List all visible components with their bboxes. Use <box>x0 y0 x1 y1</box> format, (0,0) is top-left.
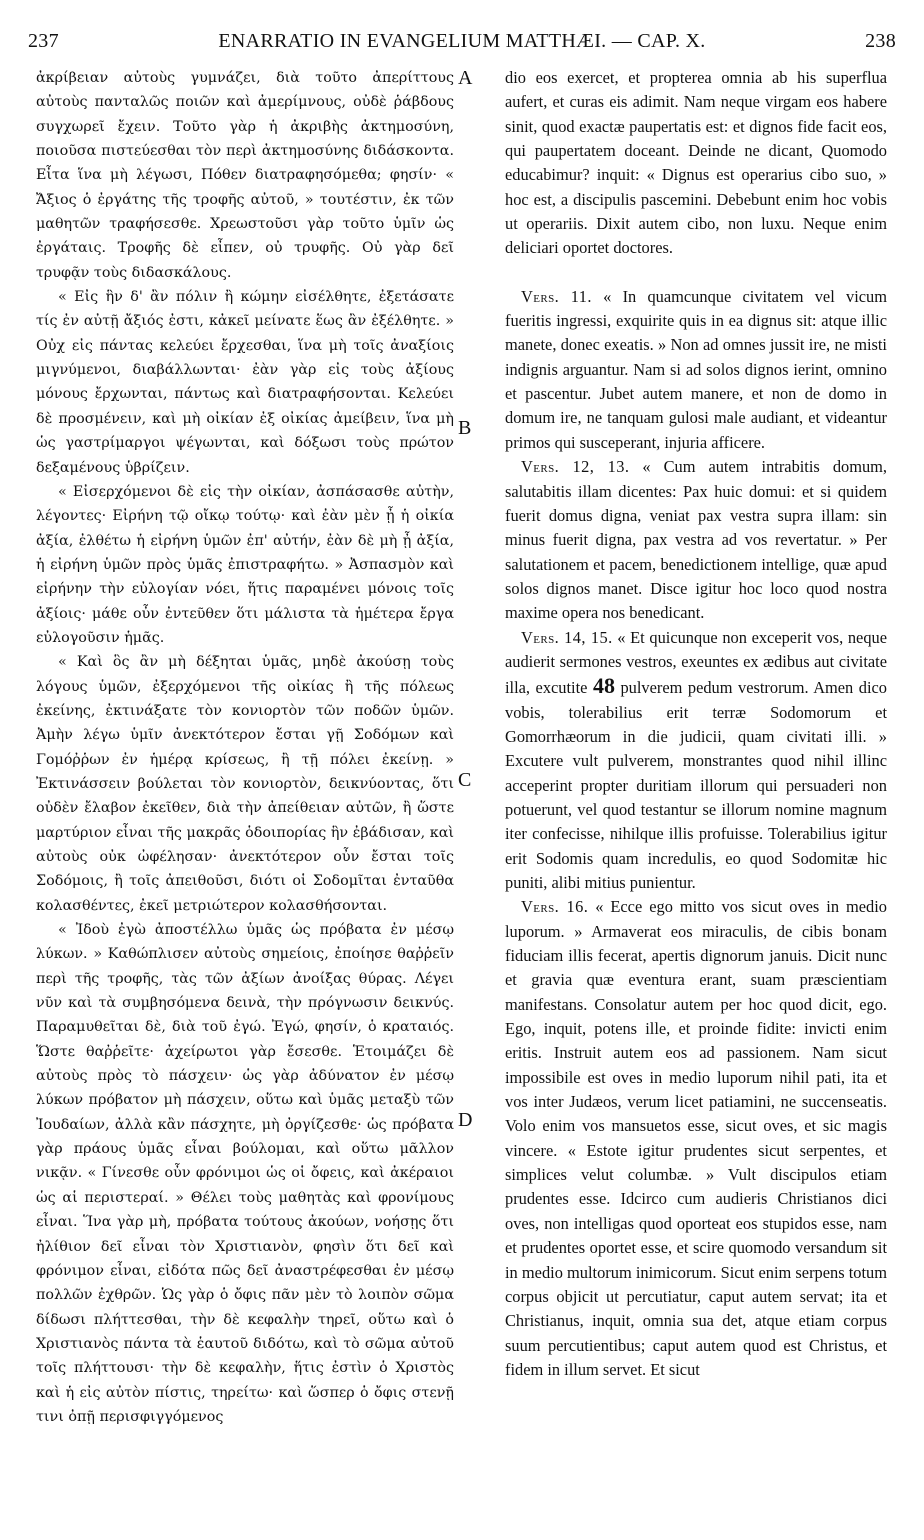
greek-paragraph: « Εἰς ἣν δ' ἂν πόλιν ἢ κώμην εἰσέλθητε, ἐξετάσατε τίς ἐν αὐτῇ ἄξιός ἐστι, κἀκεῖ μείνατε ἕως ἂν ἐξέλθητε. » Οὐχ εἰς πάντας κελεύει ἔρχεσθαι, ἵνα μὴ τοῖς ἀναξίοις μιγνύμενοι, διαβάλλωνται· ἐὰν γὰρ εἰς τοὺς ἀξίους μόνους ἔρχωνται, πάντως καὶ διατραφήσονται. Κελεύει δὲ προσμένειν, καὶ μὴ οἰκίαν ἐξ οἰκίας ἀμείβειν, ἵνα μὴ ὡς γαστρίμαργοι ψέγωνται, καὶ δόξωσι τοὺς πρώτον δεξαμένους ὑβρίζειν. <box>36 289 454 476</box>
margin-letter-d: D <box>458 1109 473 1131</box>
running-header <box>28 30 896 56</box>
verse-text: « In quamcunque civitatem vel vicum fueritis ingressi, exquirite quis in ea dignus sit: atque illic manete, donec exeatis. » Non ad omnes jussit ire, ne misti indignis arguantur. Nam si ad solos dignos ierint, omnino et pascentur. Jubet autem manere, et non de domo in domum ire, ne tanquam gulosi male audiant, et videantur primos qui susceperant, injuria afficere. <box>505 286 887 452</box>
page-number-left: 237 <box>28 30 59 52</box>
margin-letter-a: A <box>458 67 473 89</box>
verse-label: Vers. 11. <box>521 286 592 306</box>
verse-label: Vers. 14, 15. <box>521 627 613 647</box>
latin-verse-11 <box>505 285 887 455</box>
verse-text: « Cum autem intrabitis domum, salutabitis illam dicentes: Pax huic domui: et si quidem fuerit domus digna, veniat pax vestra supra illam: sin minus fuerit digna, pax vestra ad vos revertatur. » Per salutationem et pacem, benedictionem intellige, quæ apud solos dignos manet. Disce igitur hoc loco quod nostra maxime opera nos benedicant. <box>505 457 887 623</box>
greek-paragraph: « Ἰδοὺ ἐγὼ ἀποστέλλω ὑμᾶς ὡς πρόβατα ἐν μέσῳ λύκων. » Καθώπλισεν αὐτοὺς σημείοις, ἐποίησε θαῤῥεῖν περὶ τῆς τροφῆς, τὰς τῶν ἀξίων ἀνοίξας θύρας. Λέγει νῦν καὶ τὰ συμβησόμενα δεινὰ, τὴν πρόγνωσιν δεικνύς. Παραμυθεῖται δὲ, διὰ τοῦ ἐγώ. Ἐγώ, φησίν, ὁ κραταιός. Ὥστε θαῤῥεῖτε· ἀχείρωτοι γὰρ ἔσεσθε. Ἑτοιμάζει δὲ αὐτοὺς πρὸς τὸ πάσχειν· ὡς γὰρ ἀδύνατον ἐν μέσῳ λύκων πρόβατον μὴ πάσχειν, οὕτω καὶ ὑμᾶς μεταξὺ τῶν Ἰουδαίων, ἀλλὰ κἂν πάσχητε, μὴ ὀργίζεσθε· ὡς πρόβατα γὰρ πράους ὑμᾶς εἶναι βούλομαι, καὶ οὕτω μᾶλλον νικᾷν. « Γίνεσθε οὖν φρόνιμοι ὡς οἱ ὄφεις, καὶ ἀκέραιοι ὡς αἱ περιστεραί. » Θέλει τοὺς μαθητὰς καὶ φρονίμους εἶναι. Ἵνα γὰρ μὴ, πρόβατα τούτους ἀκούων, νοήσῃς ὅτι ἠλίθιον δεῖ εἶναι τὸν Χριστιανὸν, φησὶν ὅτι δεῖ καὶ φρόνιμον εἶναι, εἰδότα πῶς δεῖ ἀναστρέφεσθαι ἐν μέσῳ πολλῶν ἐχθρῶν. Ὡς γὰρ ὁ ὄφις πᾶν μὲν τὸ λοιπὸν σῶμα δίδωσι πλήττεσθαι, τὴν δὲ κεφαλὴν τηρεῖ, οὕτω καὶ ὁ Χριστιανὸς πάντα τὰ ἑαυτοῦ διδότω, καὶ τὸ σῶμα αὐτοῦ τοῖς πλήττουσι· τὴν δὲ κεφαλὴν, ἥτις ἐστὶν ὁ Χριστὸς καὶ ἡ εἰς αὐτὸν πίστις, τηρείτω· καὶ ὥσπερ ὁ ὄφις στενῇ τινι ὀπῇ περισφιγγόμενος <box>36 922 454 1425</box>
latin-verse-14 <box>505 626 887 896</box>
verse-label: Vers. 12, 13. <box>521 457 630 477</box>
margin-letter-b: B <box>458 417 472 439</box>
latin-column <box>505 66 887 1526</box>
margin-letter-c: C <box>458 769 472 791</box>
verse-text: « Et quicunque non exceperit vos, neque audierit sermones vestros, exeuntes ex ædibus aut civitate illa, excutite <box>505 627 887 698</box>
greek-paragraph: ἀκρίβειαν αὐτοὺς γυμνάζει, διὰ τοῦτο ἀπερίττους αὐτοὺς πανταλῶς ποιῶν καὶ ἀμερίμνους, οὐδὲ ῥάβδους συγχωρεῖ ἔχειν. Τοῦτο γὰρ ἡ ἀκριβὴς ἀκτημοσύνη, ποιοῦσα πιστεύεσθαι τὸν περὶ ἀκτημοσύνης διδάσκοντα. Εἶτα ἵνα μὴ λέγωσι, Πόθεν διατραφησόμεθα; φησίν· « Ἄξιος ὁ ἐργάτης τῆς τροφῆς αὐτοῦ, » τουτέστιν, ἐκ τῶν μαθητῶν τραφήσεσθε. Χρεωστοῦσι γὰρ τοῦτο ὑμῖν ὡς ἐργάταις. Τροφῆς δὲ εἶπεν, οὐ τρυφῆς. Οὐ γὰρ δεῖ τρυφᾷν τοὺς διδασκάλους. <box>36 70 454 281</box>
greek-paragraph: « Καὶ ὃς ἂν μὴ δέξηται ὑμᾶς, μηδὲ ἀκούσῃ τοὺς λόγους ὑμῶν, ἐξερχόμενοι τῆς οἰκίας ἢ τῆς πόλεως ἐκείνης, ἐκτινάξατε τὸν κονιορτὸν τῶν ποδῶν ὑμῶν. Ἀμὴν λέγω ὑμῖν ἀνεκτότερον ἔσται γῇ Σοδόμων καὶ Γομόῤῥων ἐν ἡμέρᾳ κρίσεως, ἢ τῇ πόλει ἐκείνῃ. » Ἐκτινάσσειν βούλεται τὸν κονιορτὸν, δεικνύοντας, ὅτι οὐδὲν ἔλαβον ἐκεῖθεν, διὰ τὴν ἀπείθειαν αὐτῶν, ἢ ὥστε μαρτύριον εἶναι τῆς μακρᾶς ὁδοιπορίας ἣν ἐβάδισαν, καὶ αὐτοὺς οὐκ ὠφέλησαν· ἀνεκτότερον οὖν ἔσται τοῖς Σοδόμοις, ἢ τοῖς ἀπειθοῦσι, διότι οἱ Σοδομῖται ἐνταῦθα κολασθέντες, ἐκεῖ μετριώτερον κολασθήσονται. <box>36 654 454 914</box>
running-title: ENARRATIO IN EVANGELIUM MATTHÆI. — CAP. X. <box>218 30 706 52</box>
latin-verse-16 <box>505 895 887 1382</box>
latin-verse-12 <box>505 455 887 625</box>
latin-paragraph: dio eos exercet, et propterea omnia ab his superflua aufert, et curas eis adimit. Nam neque virgam eos habere sinit, quod exactæ paupertatis est: et dignos fide facit eos, qui paupertatem doceant. Deinde ne dicant, Quomodo educabimur? inquit: « Dignus est operarius cibo suo, » hoc est, a discipulis pascemini. Debebunt enim hoc vobis ut operariis. Dixit autem cibo, non luxu. Neque enim deliciari oportet doctores. <box>505 68 887 258</box>
greek-paragraph: « Εἰσερχόμενοι δὲ εἰς τὴν οἰκίαν, ἀσπάσασθε αὐτὴν, λέγοντες· Εἰρήνη τῷ οἴκῳ τούτῳ· καὶ ἐὰν μὲν ᾖ ἡ οἰκία ἀξία, ἐλθέτω ἡ εἰρήνη ὑμῶν ἐπ' αὐτήν, ἐὰν δὲ μὴ ᾖ ἀξία, ἡ εἰρήνη ὑμῶν πρὸς ὑμᾶς ἐπιστραφήτω. » Ἀσπασμὸν καὶ εἰρήνην τὴν εὐλογίαν νόει, ἥτις παραμένει μόνοις τοῖς ἀξίοις· μάθε οὖν ἐντεῦθεν ὅτι μάλιστα τὰ ἡμέτερα ἔργα εὐλογοῦσιν ἡμᾶς. <box>36 483 454 646</box>
verse-label: Vers. 16. <box>521 897 589 917</box>
column-number: 48 <box>592 673 615 699</box>
verse-text: « Ecce ego mitto vos sicut oves in medio luporum. » Armaverat eos miraculis, de cibis bonam fiduciam illis fecerat, apertis dignorum januis. Dicit nunc et gravia quæ eventura erant, suam præscientiam manifestans. Consolatur autem per hoc quod dicit, ego. Ego, inquit, potens ille, et proinde fidite: invicti enim eritis. Instruit autem eos ad passionem. Nam sicut impossibile est oves in medio luporum nihil pati, ita et vos inter Judæos, verum licet patiamini, ne succenseatis. Volo enim vos mansuetos esse, sicut oves, et sic magis vincere. « Estote igitur prudentes sicut serpentes, et simplices velut columbæ. » Vult discipulos etiam prudentes esse. Idcirco cum audieris Christianos dici oves, non intelligas quod oporteat eos stupidos esse, nam et prudentes oportet esse, et scire quomodo versandum sit in medio multorum inimicorum. Sicut enim serpens totum corpus objicit ut percutiatur, caput autem servat; ita et Christianus, inquit, omnia sua det, atque etiam corpus suum percutientibus; caput autem quod est Christus, et fidem in illum servet. Et sicut <box>505 897 887 1379</box>
greek-column <box>36 66 454 1526</box>
page-number-right: 238 <box>865 30 896 52</box>
verse-text: pulverem pedum vestrorum. Amen dico vobis, tolerabilius erit terræ Sodomorum et Gomorrhæorum in die judicii, quam civitati illi. » Excutere vult pulverem, monstrantes quod nihil illinc acceperint propter duritiam illorum qui persuaderi non potuerunt, vel quod testantur se illorum nomine magnum iter confecisse, nihilque illis profuisse. Tolerabilius igitur erit Sodomis quam incredulis, eo quod Sodomitæ hic puniti, alibi mitius punientur. <box>505 678 887 892</box>
